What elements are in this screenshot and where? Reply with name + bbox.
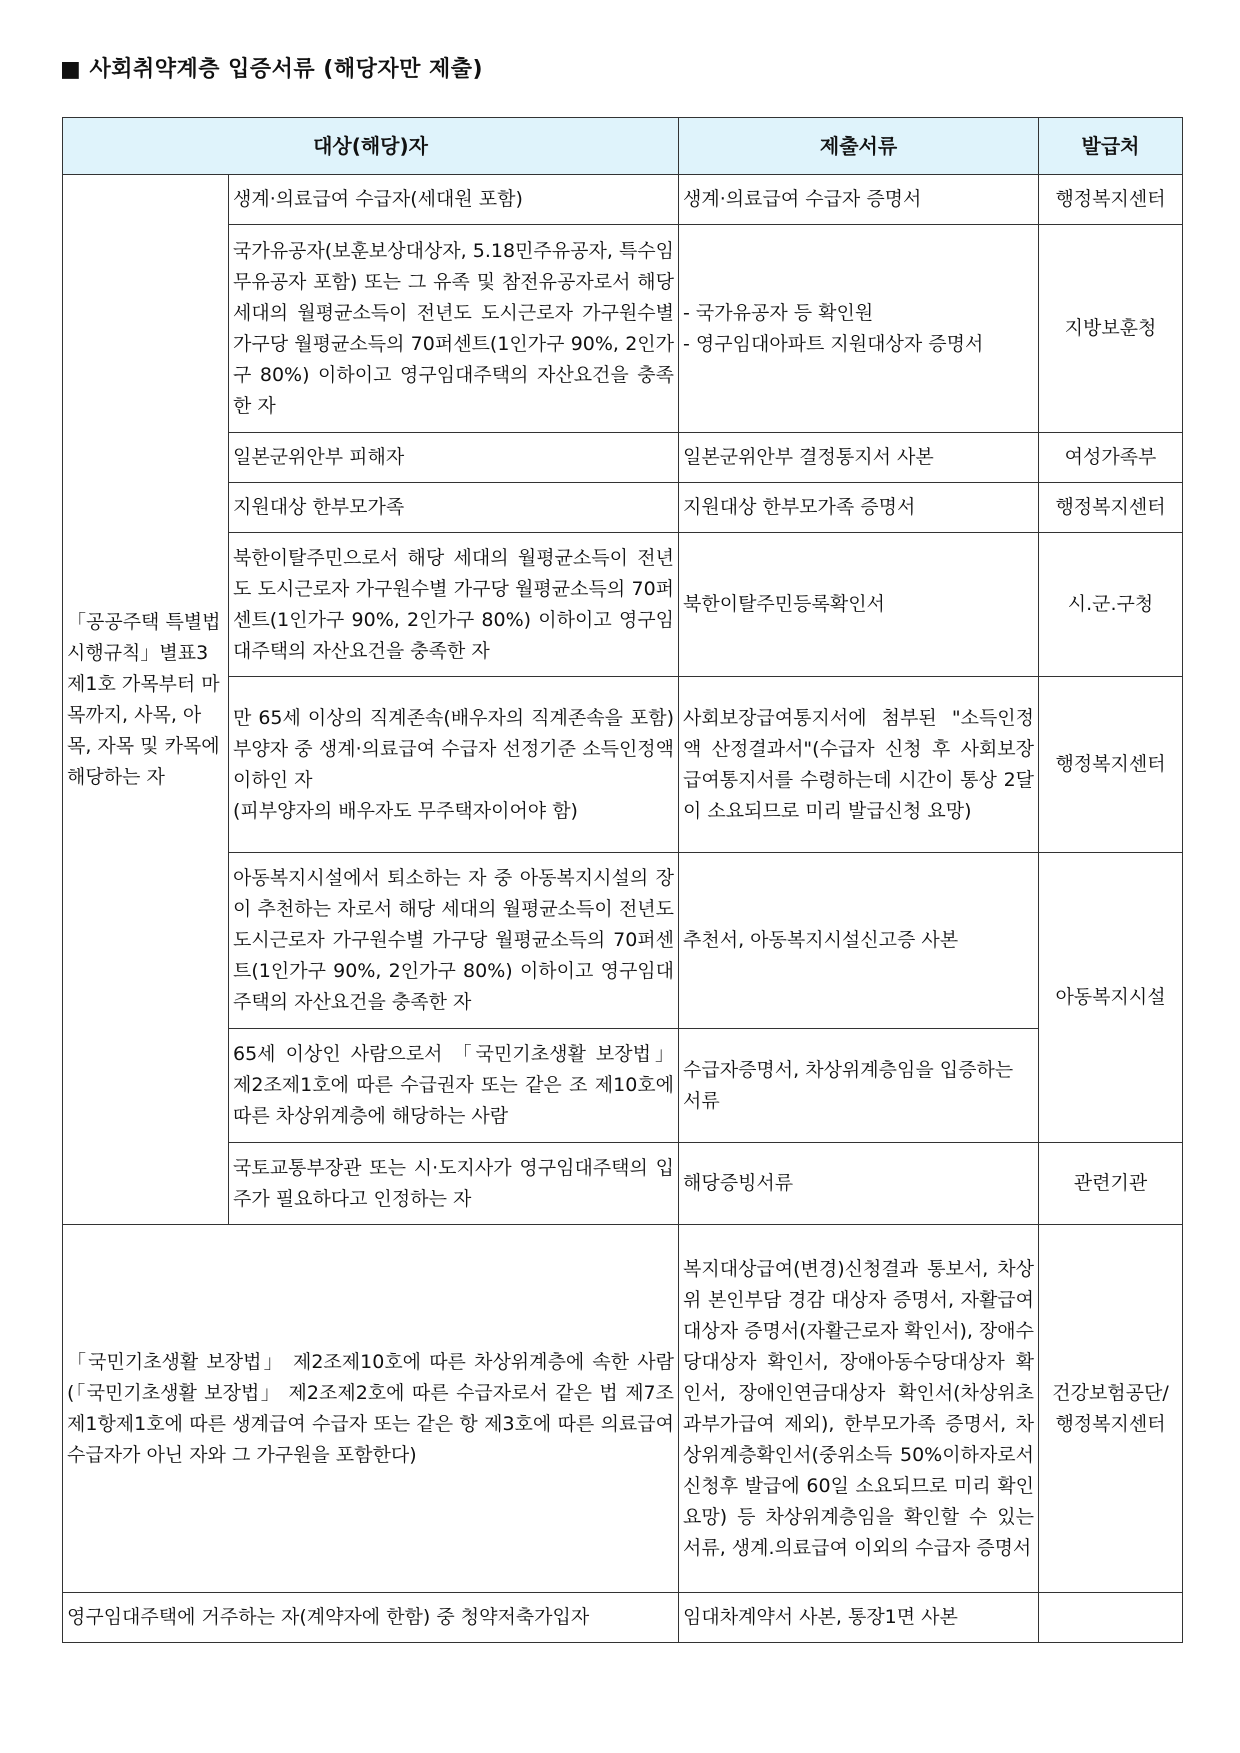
target-cell: 지원대상 한부모가족: [229, 483, 679, 533]
issuer-line: 행정복지센터: [1055, 1412, 1166, 1435]
section-heading: ■ 사회취약계층 입증서류 (해당자만 제출): [60, 57, 484, 82]
table-row: [63, 483, 1183, 533]
target-cell: 북한이탈주민으로서 해당 세대의 월평균소득이 전년도 도시근로자 가구원수별 가구당 월평균소득의 70퍼센트(1인가구 90%, 2인가구 80%) 이하이고 영구임대주택의 자산요건을 충족한 자: [229, 533, 679, 677]
issuer-cell: 행정복지센터: [1039, 175, 1183, 225]
documents-line: - 영구임대아파트 지원대상자 증명서: [683, 332, 984, 355]
issuer-cell: 여성가족부: [1039, 433, 1183, 483]
documents-cell: 추천서, 아동복지시설신고증 사본: [679, 853, 1039, 1029]
table-row: [63, 1225, 1183, 1593]
group-label: 「공공주택 특별법 시행규칙」별표3 제1호 가목부터 마목까지, 사목, 아목, 자목 및 카목에 해당하는 자: [63, 175, 229, 1225]
issuer-cell: 아동복지시설: [1039, 853, 1183, 1143]
table-row: [63, 433, 1183, 483]
table-row: [63, 1593, 1183, 1643]
documents-cell: [679, 225, 1039, 433]
table-header-row: [63, 118, 1183, 175]
table-row: [63, 225, 1183, 433]
documents-cell: 임대차계약서 사본, 통장1면 사본: [679, 1593, 1039, 1643]
table-row: [63, 1143, 1183, 1225]
documents-table: [62, 117, 1183, 1643]
header-issuer: 발급처: [1039, 118, 1183, 175]
documents-cell: 일본군위안부 결정통지서 사본: [679, 433, 1039, 483]
documents-cell: 생계·의료급여 수급자 증명서: [679, 175, 1039, 225]
header-target: 대상(해당)자: [63, 118, 679, 175]
target-note: (피부양자의 배우자도 무주택자이어야 함): [233, 799, 578, 822]
header-documents: 제출서류: [679, 118, 1039, 175]
documents-cell: 복지대상급여(변경)신청결과 통보서, 차상위 본인부담 경감 대상자 증명서, 자활급여대상자 증명서(자활근로자 확인서), 장애수당대상자 확인서, 장애아동수당대상자 확인서, 장애인연금대상자 확인서(차상위초과부가급여 제외), 한부모가족 증명서, 차상위계층확인서(중위소득 50%이하자로서 신청후 발급에 60일 소요되므로 미리 확인 요망) 등 차상위계층임을 확인할 수 있는 서류, 생계.의료급여 이외의 수급자 증명서: [679, 1225, 1039, 1593]
target-cell: 65세 이상인 사람으로서 「국민기초생활 보장법」 제2조제1호에 따른 수급권자 또는 같은 조 제10호에 따른 차상위계층에 해당하는 사람: [229, 1029, 679, 1143]
issuer-cell: 시.군.구청: [1039, 533, 1183, 677]
issuer-cell: 지방보훈청: [1039, 225, 1183, 433]
target-cell: 일본군위안부 피해자: [229, 433, 679, 483]
target-cell: 영구임대주택에 거주하는 자(계약자에 한함) 중 청약저축가입자: [63, 1593, 679, 1643]
issuer-cell: [1039, 1593, 1183, 1643]
documents-cell: 지원대상 한부모가족 증명서: [679, 483, 1039, 533]
issuer-cell: 행정복지센터: [1039, 483, 1183, 533]
table-row: [63, 853, 1183, 1029]
documents-cell: 사회보장급여통지서에 첨부된 "소득인정액 산정결과서"(수급자 신청 후 사회보장급여통지서를 수령하는데 시간이 통상 2달이 소요되므로 미리 발급신청 요망): [679, 677, 1039, 853]
target-cell: 국가유공자(보훈보상대상자, 5.18민주유공자, 특수임무유공자 포함) 또는 그 유족 및 참전유공자로서 해당 세대의 월평균소득이 전년도 도시근로자 가구원수별 가구당 월평균소득의 70퍼센트(1인가구 90%, 2인가구 80%) 이하이고 영구임대주택의 자산요건을 충족한 자: [229, 225, 679, 433]
table-row: [63, 175, 1183, 225]
target-cell: 아동복지시설에서 퇴소하는 자 중 아동복지시설의 장이 추천하는 자로서 해당 세대의 월평균소득이 전년도 도시근로자 가구원수별 가구당 월평균소득의 70퍼센트(1인가구 90%, 2인가구 80%) 이하이고 영구임대주택의 자산요건을 충족한 자: [229, 853, 679, 1029]
issuer-cell: [1039, 1225, 1183, 1593]
target-cell: 국토교통부장관 또는 시·도지사가 영구임대주택의 입주가 필요하다고 인정하는 자: [229, 1143, 679, 1225]
issuer-line: 건강보험공단/: [1052, 1381, 1169, 1404]
documents-cell: 북한이탈주민등록확인서: [679, 533, 1039, 677]
target-cell: 생계·의료급여 수급자(세대원 포함): [229, 175, 679, 225]
table-row: [63, 677, 1183, 853]
documents-cell: 해당증빙서류: [679, 1143, 1039, 1225]
target-text: 만 65세 이상의 직계존속(배우자의 직계존속을 포함) 부양자 중 생계·의료급여 수급자 선정기준 소득인정액 이하인 자: [233, 706, 675, 791]
issuer-cell: 행정복지센터: [1039, 677, 1183, 853]
documents-line: - 국가유공자 등 확인원: [683, 301, 874, 324]
target-cell: [229, 677, 679, 853]
table-row: [63, 1029, 1183, 1143]
table-row: [63, 533, 1183, 677]
target-cell: 「국민기초생활 보장법」 제2조제10호에 따른 차상위계층에 속한 사람(「국민기초생활 보장법」 제2조제2호에 따른 수급자로서 같은 법 제7조제1항제1호에 따른 생계급여 수급자 또는 같은 항 제3호에 따른 의료급여수급자가 아닌 자와 그 가구원을 포함한다): [63, 1225, 679, 1593]
issuer-cell: 관련기관: [1039, 1143, 1183, 1225]
documents-cell: 수급자증명서, 차상위계층임을 입증하는 서류: [679, 1029, 1039, 1143]
